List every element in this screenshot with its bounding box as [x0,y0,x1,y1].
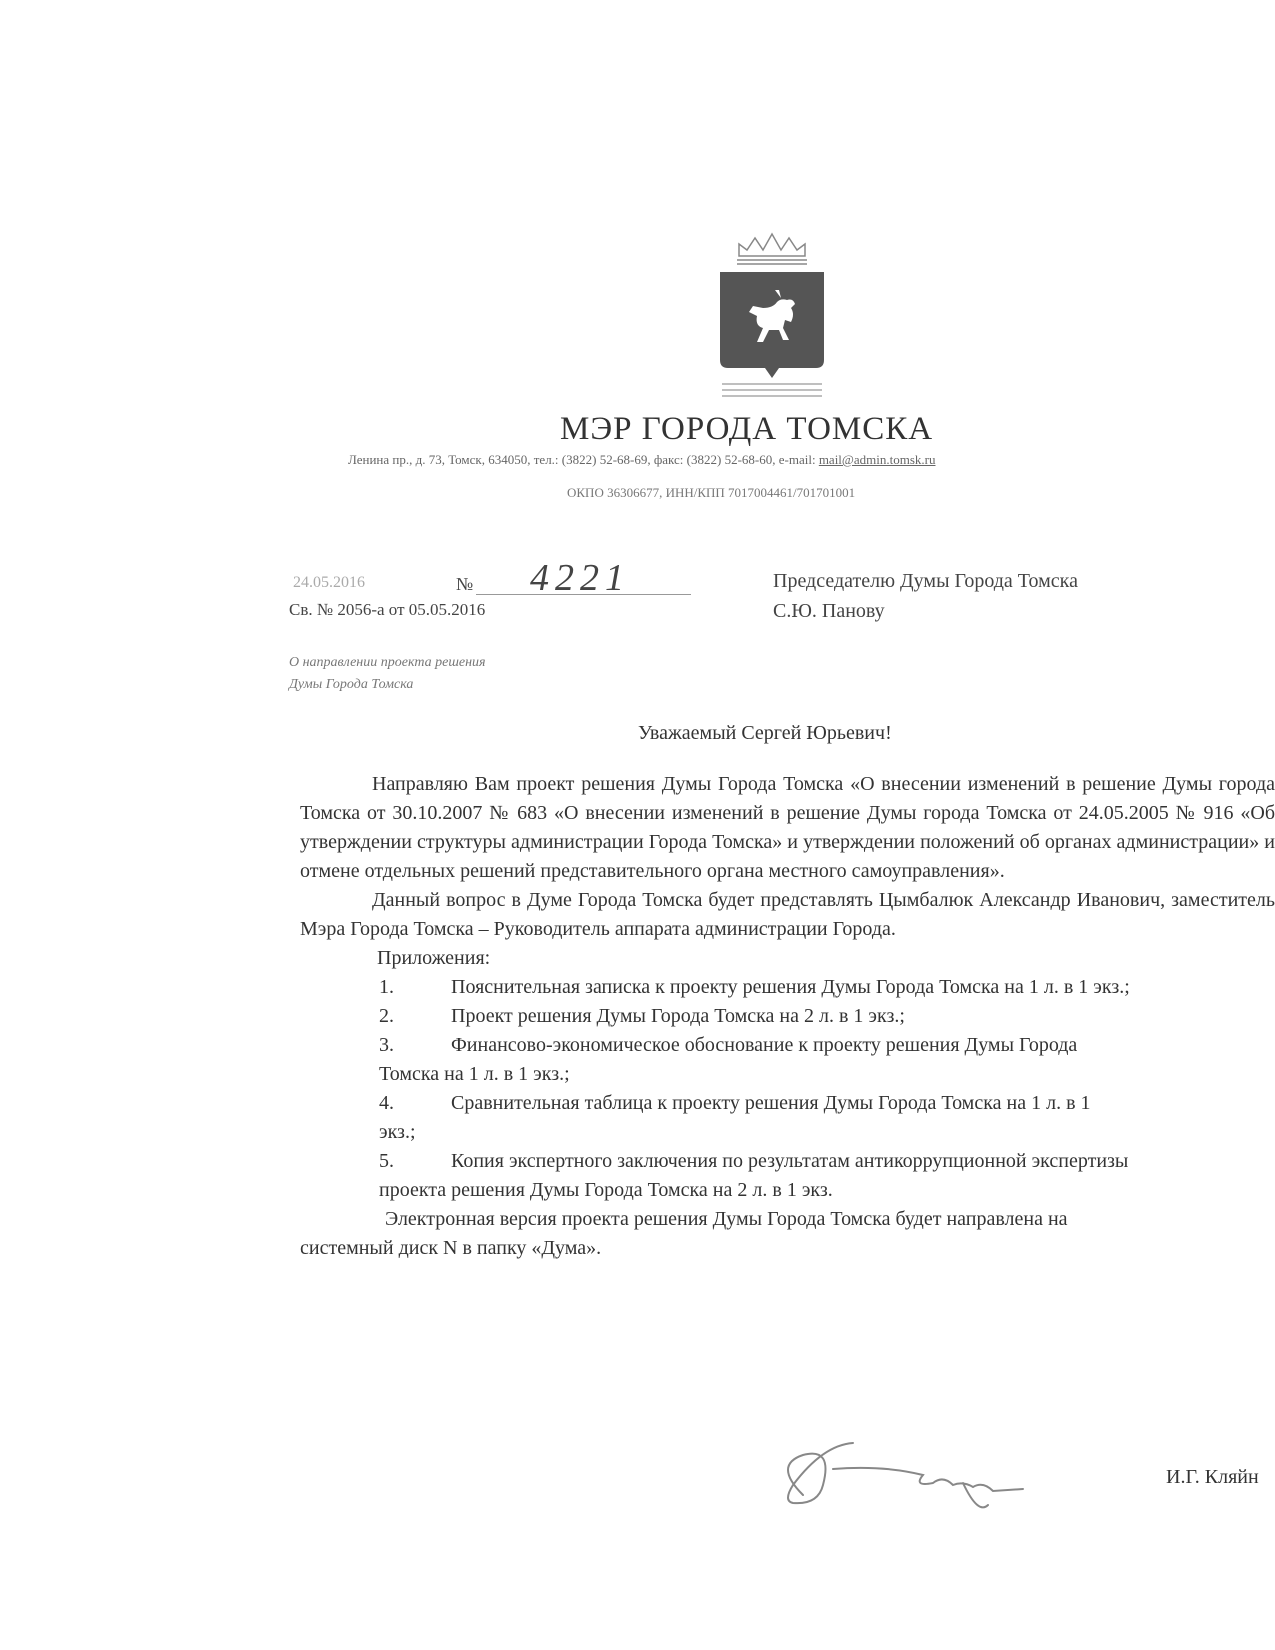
attachment-continuation: экз.; [379,1121,416,1143]
attachments-title: Приложения: [377,947,491,969]
letter-body [300,770,1275,1263]
attachment-item [300,1031,1275,1060]
addressee-block [773,566,1078,626]
closing-line-1: Электронная версия проекта решения Думы Города Томска будет направлена на [385,1208,1068,1230]
attachment-number: 1. [379,976,394,998]
letterhead-title: МЭР ГОРОДА ТОМСКА [560,411,934,447]
attachment-item [300,1089,1275,1118]
attachment-item [300,1002,1275,1031]
registration-number-label: № [456,574,474,594]
reference-line: Св. № 2056-а от 05.05.2016 [289,600,486,619]
attachment-number: 4. [379,1092,394,1114]
body-paragraph-1: Направляю Вам проект решения Думы Города Томска «О внесении изменений в решение Думы города Томска от 30.10.2007 № 683 «О внесении изменений в решение Думы города Томска от 24.05.2005 № 916 «Об утверждении структуры администрации Города Томска» и утверждении положений об органах администрации» и отмене отдельных решений представительного органа местного самоуправления». [300,773,1275,882]
attachment-text: Сравнительная таблица к проекту решения Думы Города Томска на 1 л. в 1 [451,1092,1091,1114]
email-link[interactable]: mail@admin.tomsk.ru [818,452,936,467]
body-paragraph-2: Данный вопрос в Думе Города Томска будет представлять Цымбалюк Александр Иванович, заместитель Мэра Города Томска – Руководитель аппарата администрации Города. [300,889,1275,940]
attachment-text: Пояснительная записка к проекту решения Думы Города Томска на 1 л. в 1 экз.; [451,976,1130,998]
attachment-number: 3. [379,1034,394,1056]
addressee-position: Председателю Думы Города Томска [773,570,1078,592]
letterhead-contacts [348,452,936,468]
signature-icon [763,1425,1063,1525]
attachment-text: Копия экспертного заключения по результатам антикоррупционной экспертизы [451,1150,1129,1172]
closing-line-2: системный диск N в папку «Дума». [300,1237,602,1259]
attachment-number: 2. [379,1005,394,1027]
coat-of-arms-icon [717,228,827,408]
attachment-continuation: проекта решения Думы Города Томска на 2 л. в 1 экз. [379,1179,833,1201]
attachment-item [300,973,1275,1002]
attachment-text: Проект решения Думы Города Томска на 2 л. в 1 экз.; [451,1005,905,1027]
attachment-number: 5. [379,1150,394,1172]
addressee-name: С.Ю. Панову [773,600,885,622]
attachment-text: Финансово-экономическое обоснование к проекту решения Думы Города [451,1034,1078,1056]
letterhead-codes: ОКПО 36306677, ИНН/КПП 7017004461/701701001 [567,485,856,500]
registration-number: 4221 [530,557,630,599]
signer-name: И.Г. Кляйн [1166,1466,1259,1488]
subject-line-1: О направлении проекта решения [289,655,486,670]
contact-address: Ленина пр., д. 73, Томск, 634050, тел.: (3822) 52-68-69, факс: (3822) 52-68-60, e-mail: [348,452,819,467]
attachment-continuation: Томска на 1 л. в 1 экз.; [379,1063,570,1085]
subject-block [289,652,486,696]
salutation: Уважаемый Сергей Юрьевич! [638,722,892,744]
attachment-item [300,1147,1275,1176]
subject-line-2: Думы Города Томска [289,677,414,692]
registration-date: 24.05.2016 [293,574,365,591]
